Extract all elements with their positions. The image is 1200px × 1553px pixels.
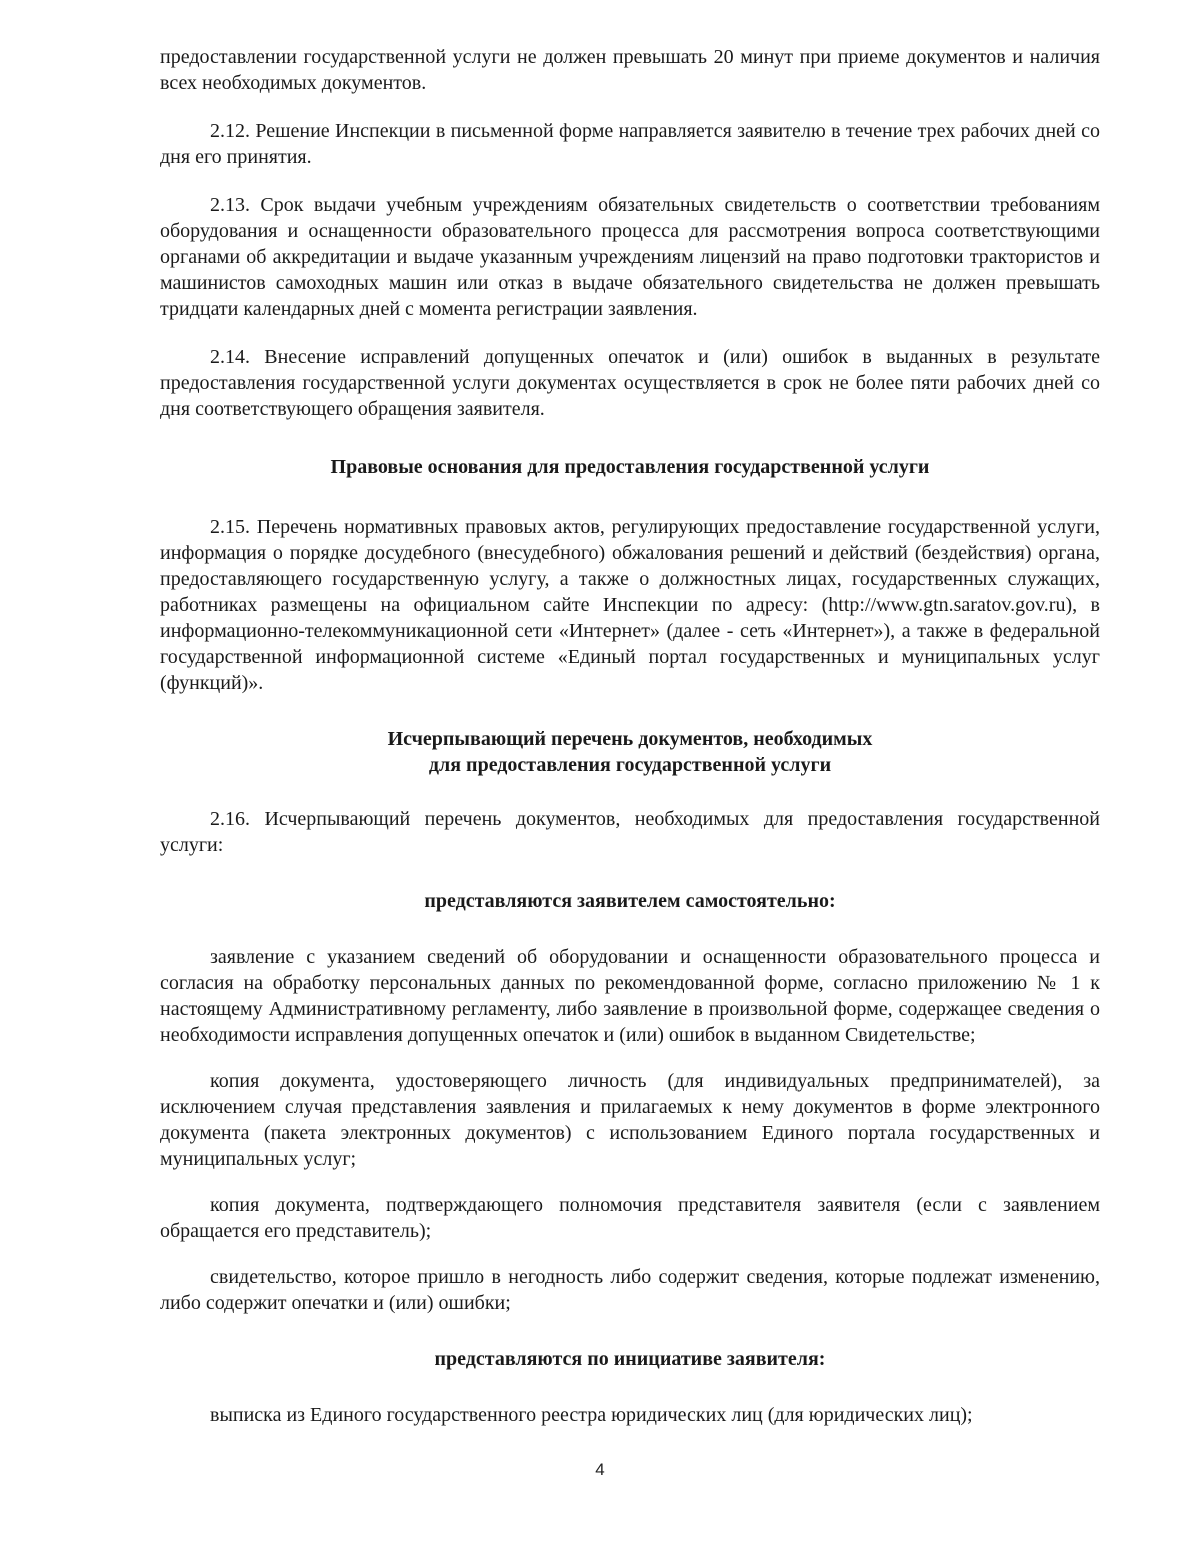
heading-docs-list-line1: Исчерпывающий перечень документов, необходимых [387, 728, 873, 750]
list-item-application: заявление с указанием сведений об оборудовании и оснащенности образовательного процесса и согласия на обработку персональных данных по рекомендованной форме, согласно приложению № 1 к настоящему Административному регламенту, либо заявление в произвольной форме, содержащее сведения о необходимости исправления допущенных опечаток и (или) ошибок в выданном Свидетельстве; [160, 946, 1100, 1046]
page-number: 4 [595, 1460, 605, 1479]
list-item-egrul: выписка из Единого государственного реестра юридических лиц (для юридических лиц); [210, 1404, 973, 1426]
list-item-id-copy: копия документа, удостоверяющего личность (для индивидуальных предпринимателей), за исключением случая представления заявления и прилагаемых к нему документов в форме электронного документа (пакета электронных документов) с использованием Единого портала государственных и муниципальных услуг; [160, 1070, 1100, 1170]
paragraph-2-15: 2.15. Перечень нормативных правовых актов, регулирующих предоставление государственной услуги, информация о порядке досудебного (внесудебного) обжалования решений и действий (бездействия) органа, предоставляющего государственную услугу, а также о должностных лицах, государственных служащих, работниках размещены на официальном сайте Инспекции по адресу: (http://www.gtn.saratov.gov.ru), в информационно-телекоммуникационной сети «Интернет» (далее - сеть «Интернет»), а также в федеральной государственной информационной системе «Единый портал государственных и муниципальных услуг (функций)». [160, 516, 1100, 694]
paragraph-2-11-continuation: предоставлении государственной услуги не должен превышать 20 минут при приеме документов и наличия всех необходимых документов. [160, 46, 1100, 94]
paragraph-2-14: 2.14. Внесение исправлений допущенных опечаток и (или) ошибок в выданных в результате предоставления государственной услуги документах осуществляется в срок не более пяти рабочих дней со дня соответствующего обращения заявителя. [160, 346, 1100, 420]
subheading-by-initiative: представляются по инициативе заявителя: [434, 1348, 826, 1370]
subheading-by-applicant: представляются заявителем самостоятельно: [424, 890, 836, 912]
list-item-authority-copy: копия документа, подтверждающего полномочия представителя заявителя (если с заявлением обращается его представитель); [160, 1194, 1100, 1242]
document-page [160, 44, 1100, 1428]
list-item-certificate: свидетельство, которое пришло в негодность либо содержит сведения, которые подлежат изменению, либо содержит опечатки и (или) ошибки; [160, 1266, 1100, 1314]
heading-docs-list-line2: для предоставления государственной услуги [428, 754, 832, 776]
paragraph-2-13: 2.13. Срок выдачи учебным учреждениям обязательных свидетельств о соответствии требованиям оборудования и оснащенности образовательного процесса для рассмотрения вопроса соответствующими органами об аккредитации и выдаче указанным учреждениям лицензий на право подготовки трактористов и машинистов самоходных машин или отказ в выдаче обязательного свидетельства не должен превышать тридцати календарных дней с момента регистрации заявления. [160, 194, 1100, 320]
heading-legal-basis: Правовые основания для предоставления государственной услуги [330, 456, 930, 478]
heading-docs-list [160, 726, 1100, 778]
paragraph-2-12: 2.12. Решение Инспекции в письменной форме направляется заявителю в течение трех рабочих дней со дня его принятия. [160, 120, 1100, 168]
paragraph-2-16: 2.16. Исчерпывающий перечень документов, необходимых для предоставления государственной услуги: [160, 808, 1100, 856]
